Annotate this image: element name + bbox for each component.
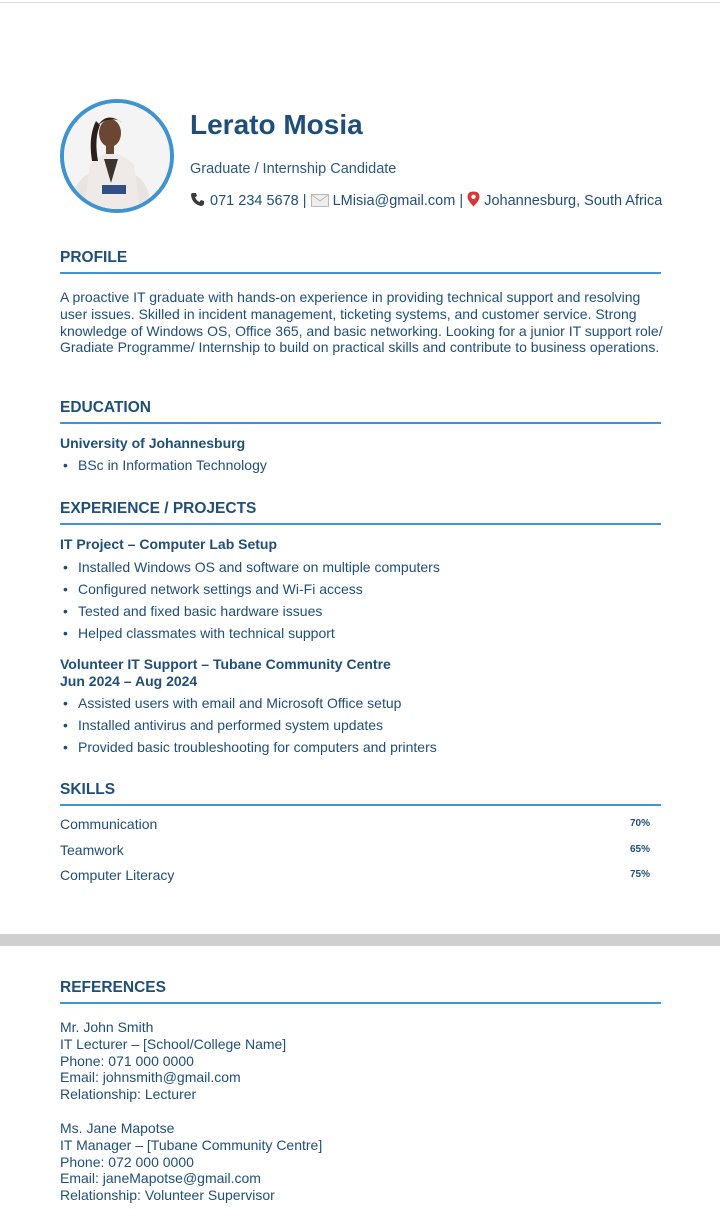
reference-1 [60, 1019, 286, 1103]
reference-email: Email: janeMapotse@gmail.com [60, 1170, 261, 1187]
experience-rule [60, 523, 661, 525]
skill-name: Computer Literacy [60, 867, 175, 883]
contact-separator: | [302, 193, 307, 209]
list-item: • Assisted users with email and Microsoft Office setup [60, 692, 437, 714]
profile-photo [60, 99, 174, 213]
skills-rule [60, 804, 661, 806]
person-photo-illustration [64, 103, 170, 209]
profile-rule [60, 272, 661, 274]
experience-entry-1-heading: IT Project – Computer Lab Setup [60, 536, 278, 552]
experience-entry-1-list [60, 556, 440, 644]
skill-name: Communication [60, 816, 158, 832]
reference-phone: Phone: 071 000 0000 [60, 1052, 194, 1069]
reference-name: Mr. John Smith [60, 1019, 154, 1035]
list-item: • Helped classmates with technical support [60, 622, 440, 644]
page-break [0, 934, 720, 946]
education-institution: University of Johannesburg [60, 435, 246, 451]
contact-location: Johannesburg, South Africa [484, 193, 663, 209]
list-item: • Installed antivirus and performed system updates [60, 714, 437, 736]
candidate-name: Lerato Mosia [190, 109, 363, 140]
phone-icon [190, 192, 206, 212]
contact-line [190, 191, 662, 212]
list-item: • Provided basic troubleshooting for computers and printers [60, 736, 437, 758]
contact-email[interactable]: LMisia@gmail.com [332, 193, 456, 209]
reference-name: Ms. Jane Mapotse [60, 1120, 175, 1136]
skill-row-teamwork [60, 841, 650, 859]
candidate-subtitle: Graduate / Internship Candidate [190, 161, 397, 177]
skills-section-title: SKILLS [60, 781, 116, 798]
profile-summary: A proactive IT graduate with hands-on experience in providing technical support and resolving user issues. Skilled in incident management, ticketing systems, and customer service. Strong knowledge of Windows OS, Office 365, and basic networking. Looking for a junior IT support role/ Gradiate Programme/ Internship to build on practical skills and contribute to business operations. [60, 289, 663, 356]
skill-row-computer-literacy [60, 866, 650, 884]
skill-percent: 70% [629, 818, 650, 829]
reference-role: IT Lecturer – [School/College Name] [60, 1035, 287, 1052]
skill-row-communication [60, 815, 650, 833]
reference-role: IT Manager – [Tubane Community Centre] [60, 1136, 323, 1153]
reference-email: Email: johnsmith@gmail.com [60, 1069, 241, 1086]
education-section-title: EDUCATION [60, 399, 151, 416]
skill-percent: 65% [629, 844, 650, 855]
top-divider [0, 2, 720, 3]
profile-section-title: PROFILE [60, 249, 128, 266]
reference-relationship: Relationship: Volunteer Supervisor [60, 1187, 275, 1204]
education-list [60, 454, 267, 476]
map-pin-icon [467, 191, 480, 212]
envelope-icon [311, 194, 329, 212]
contact-separator-2: | [459, 193, 464, 209]
list-item: • BSc in Information Technology [60, 454, 267, 476]
references-section-title: REFERENCES [60, 979, 166, 996]
reference-phone: Phone: 072 000 0000 [60, 1153, 194, 1170]
skill-percent: 75% [629, 869, 650, 880]
skill-name: Teamwork [60, 842, 124, 858]
experience-section-title: EXPERIENCE / PROJECTS [60, 500, 257, 517]
list-item: • Installed Windows OS and software on multiple computers [60, 556, 440, 578]
list-item: • Configured network settings and Wi-Fi access [60, 578, 440, 600]
experience-entry-2-dates: Jun 2024 – Aug 2024 [60, 673, 198, 689]
reference-relationship: Relationship: Lecturer [60, 1086, 197, 1103]
experience-entry-2-heading: Volunteer IT Support – Tubane Community Centre [60, 656, 391, 672]
reference-2 [60, 1120, 322, 1204]
contact-phone[interactable]: 071 234 5678 [210, 193, 299, 209]
experience-entry-2-list [60, 692, 437, 758]
list-item: • Tested and fixed basic hardware issues [60, 600, 440, 622]
references-rule [60, 1002, 661, 1004]
education-rule [60, 422, 661, 424]
